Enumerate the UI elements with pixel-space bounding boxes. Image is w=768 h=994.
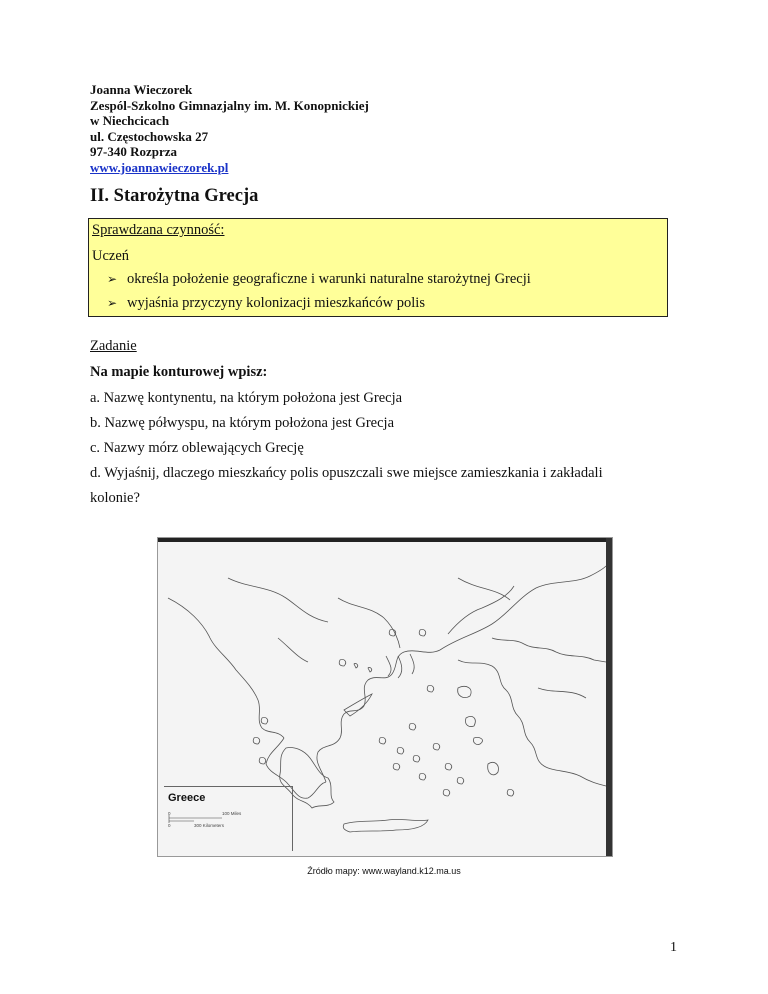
skill-item-text: wyjaśnia przyczyny kolonizacji mieszkańców polis xyxy=(127,295,425,311)
task-question-b: b. Nazwę półwyspu, na którym położona jest Grecja xyxy=(90,415,395,431)
skill-item xyxy=(107,295,425,312)
website-link[interactable]: www.joannawieczorek.pl xyxy=(90,159,229,175)
skill-item xyxy=(107,271,531,288)
street-address: ul. Częstochowska 27 xyxy=(90,128,209,144)
task-question-a: a. Nazwę kontynentu, na którym położona jest Grecja xyxy=(90,390,403,406)
scale-bar-icon xyxy=(164,787,292,851)
page-title: II. Starożytna Grecja xyxy=(90,186,259,206)
greece-contour-map xyxy=(157,537,613,857)
arrow-bullet-icon: ➢ xyxy=(107,272,118,286)
scale-km-label: 300 Kilometers xyxy=(194,823,225,828)
scale-zero-miles: 0 xyxy=(168,811,171,816)
skills-box xyxy=(88,218,668,317)
author-name: Joanna Wieczorek xyxy=(90,82,193,97)
task-question-c: c. Nazwy mórz oblewających Grecję xyxy=(90,440,304,456)
arrow-bullet-icon: ➢ xyxy=(107,296,118,310)
task-question-d: d. Wyjaśnij, dlaczego mieszkańcy polis opuszczali swe miejsce zamieszkania i zakładali xyxy=(90,465,603,481)
legend-title: Greece xyxy=(168,792,206,804)
skills-label: Sprawdzana czynność: xyxy=(92,222,225,238)
page-number: 1 xyxy=(670,940,677,955)
skills-subject: Uczeń xyxy=(92,248,130,264)
postal-address: 97-340 Rozprza xyxy=(90,144,178,159)
author-header xyxy=(90,82,369,175)
scale-miles-label: 100 Miles xyxy=(222,811,242,816)
scale-zero-km: 0 xyxy=(168,823,171,828)
school-town: w Niechcicach xyxy=(90,113,170,128)
task-label: Zadanie xyxy=(90,338,137,354)
skill-item-text: określa położenie geograficzne i warunki naturalne starożytnej Grecji xyxy=(127,271,531,287)
task-question-d-cont: kolonie? xyxy=(90,490,140,506)
task-instruction: Na mapie konturowej wpisz: xyxy=(90,364,268,380)
school-name: Zespól-Szkolno Gimnazjalny im. M. Konopnickiej xyxy=(90,97,369,113)
map-legend xyxy=(164,786,293,851)
map-source-caption: Źródło mapy: www.wayland.k12.ma.us xyxy=(307,866,461,876)
